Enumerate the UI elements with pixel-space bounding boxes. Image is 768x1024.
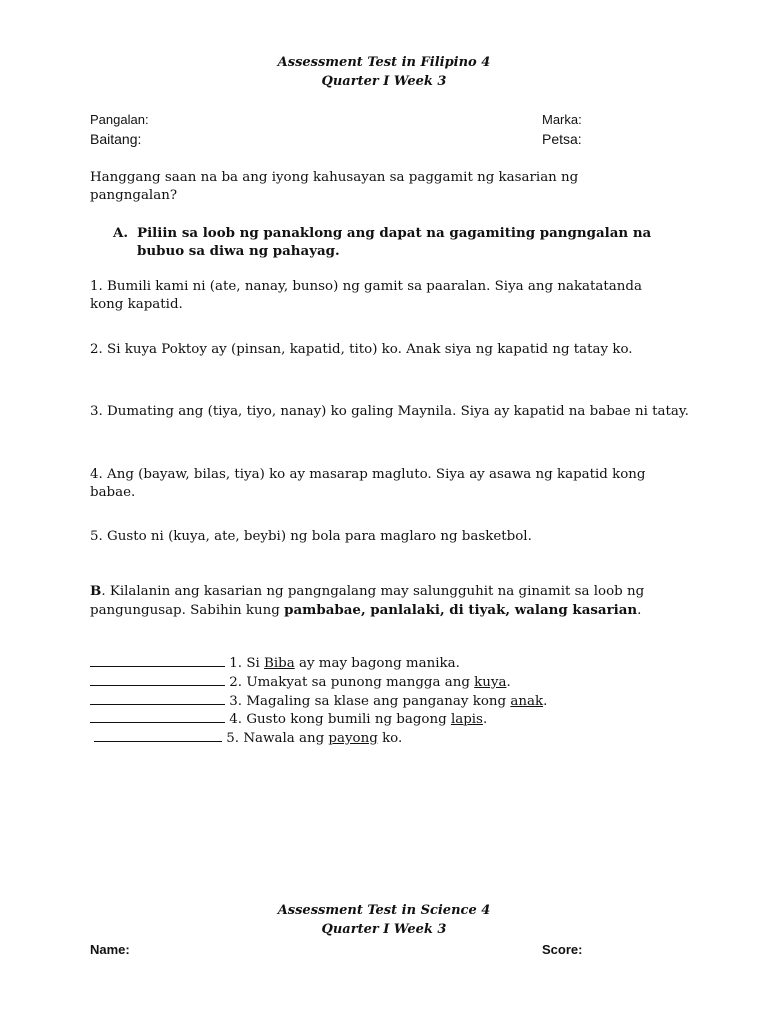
item-text-before: Gusto kong bumili ng bagong	[246, 712, 451, 727]
item-number: 2.	[229, 675, 243, 690]
answer-blank-1[interactable]	[90, 654, 225, 667]
item-number: 5.	[226, 731, 240, 746]
answer-blank-5[interactable]	[94, 729, 222, 742]
item-text-before: Magaling sa klase ang panganay kong	[246, 694, 511, 709]
filipino-title: Assessment Test in Filipino 4	[277, 55, 491, 70]
part-a-letter: A.	[113, 225, 129, 241]
part-b-item-3	[90, 692, 547, 712]
part-b-choices: pambabae, panlalaki, di tiyak, walang kasarian	[284, 602, 638, 618]
item-text-after: ay may bagong manika.	[294, 656, 460, 671]
intro-question: Hanggang saan na ba ang iyong kahusayan sa paggamit ng kasarian ng pangngalan?	[90, 170, 579, 203]
part-b-item-2	[90, 673, 511, 693]
item-number: 3.	[229, 694, 243, 709]
answer-blank-3[interactable]	[90, 692, 225, 705]
item-text-before: Umakyat sa punong mangga ang	[246, 675, 475, 690]
item-text-after: ko.	[377, 731, 403, 746]
part-b-item-1	[90, 654, 460, 674]
part-b-instruction-text: . Kilalanin ang kasarian ng pangngalang may salungguhit na ginamit sa loob ng pangungusap. Sabihin kung	[90, 584, 645, 618]
name-label: Pangalan:	[90, 112, 149, 127]
part-a-instruction: Piliin sa loob ng panaklong ang dapat na gagamiting pangngalan na bubuo sa diwa ng pahayag.	[137, 225, 652, 259]
item-text-after: .	[543, 694, 548, 709]
part-b-instruction	[90, 582, 660, 620]
item-text-before: Nawala ang	[243, 731, 329, 746]
part-a-item-4: 4. Ang (bayaw, bilas, tiya) ko ay masarap magluto. Siya ay asawa ng kapatid kong babae.	[90, 467, 646, 500]
item-number: 1.	[229, 656, 243, 671]
part-a-item-5: 5. Gusto ni (kuya, ate, beybi) ng bola para maglaro ng basketbol.	[90, 529, 532, 544]
answer-blank-4[interactable]	[90, 710, 225, 723]
underlined-noun: kuya	[474, 675, 507, 690]
science-name-label: Name:	[90, 942, 130, 957]
grade-label: Baitang:	[90, 131, 142, 147]
part-b-instruction-end: .	[637, 603, 642, 618]
science-subtitle: Quarter I Week 3	[321, 922, 447, 937]
part-b-item-5	[94, 729, 402, 749]
part-b-letter: B	[90, 583, 102, 599]
item-text-before: Si	[246, 656, 265, 671]
underlined-noun: payong	[328, 731, 378, 746]
part-b-item-4	[90, 710, 487, 730]
item-text-after: .	[482, 712, 488, 727]
science-score-label: Score:	[542, 942, 583, 957]
item-text-after: .	[506, 675, 511, 690]
underlined-noun: Biba	[264, 656, 295, 671]
answer-blank-2[interactable]	[90, 673, 225, 686]
science-title: Assessment Test in Science 4	[277, 903, 491, 918]
part-a-item-3: 3. Dumating ang (tiya, tiyo, nanay) ko galing Maynila. Siya ay kapatid na babae ni tatay.	[90, 404, 689, 419]
underlined-noun: anak	[510, 694, 544, 709]
score-label: Marka:	[542, 112, 582, 127]
filipino-subtitle: Quarter I Week 3	[321, 74, 447, 89]
item-number: 4.	[229, 712, 243, 727]
date-label: Petsa:	[542, 131, 582, 147]
part-a-item-2: 2. Si kuya Poktoy ay (pinsan, kapatid, tito) ko. Anak siya ng kapatid ng tatay ko.	[90, 342, 633, 357]
underlined-noun: lapis	[450, 712, 483, 727]
part-a-item-1: 1. Bumili kami ni (ate, nanay, bunso) ng gamit sa paaralan. Siya ang nakatatanda kong kapatid.	[90, 279, 642, 312]
